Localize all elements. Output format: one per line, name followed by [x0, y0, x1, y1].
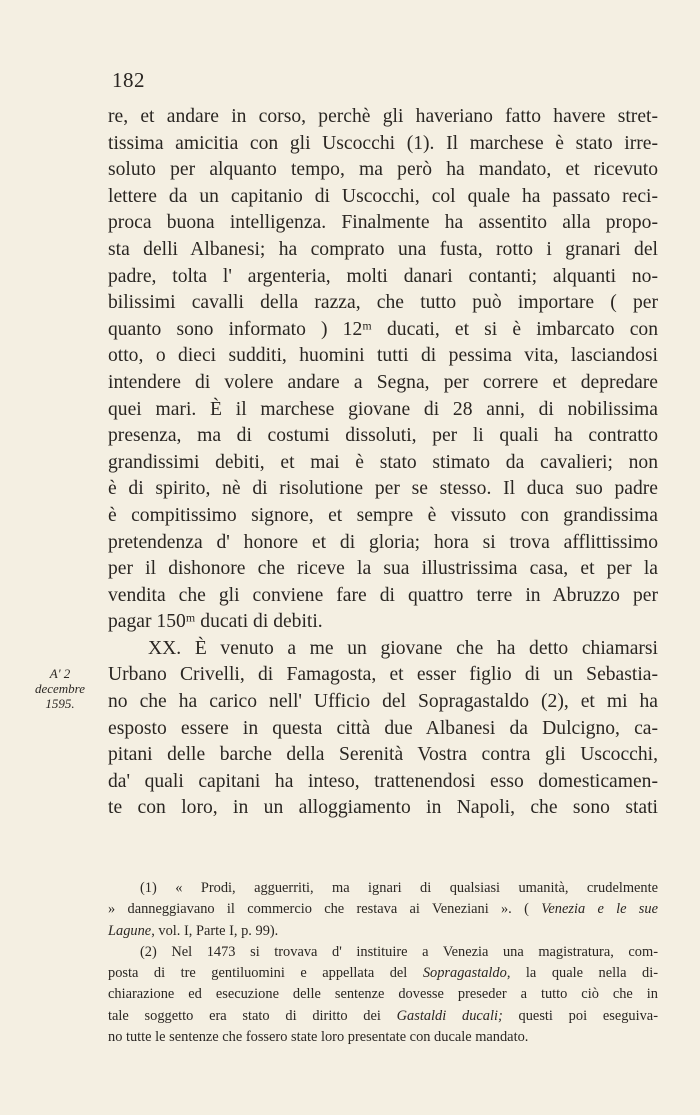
footnote-text: » danneggiavano il commercio che restava ai Veneziani ». ( [108, 901, 529, 918]
footnote-term: Sopragastaldo [422, 965, 507, 982]
main-text [108, 104, 658, 822]
text-line: è compitissimo signore, et sempre è vissuto con grandissima [108, 504, 658, 526]
text-line: da' quali capitani ha inteso, trattenendosi esso domesticamen- [108, 770, 658, 792]
text-line: per il dishonore che riceve la sua illustrissima casa, et per la [108, 558, 658, 580]
footnote-text: , la quale nella di- [506, 965, 658, 982]
footnote-2-line: chiarazione ed esecuzione delle sentenze dovesse preseder a tutto ciò che in [108, 986, 658, 1003]
text-line: sta delli Albanesi; ha comprato una fusta, rotto i granari del [108, 238, 658, 260]
text-line: presenza, ma di costumi dissoluti, per li quali ha contratto [108, 425, 658, 447]
footnote-text: questi poi eseguiva- [502, 1007, 658, 1024]
text-line: padre, tolta l' argenteria, molti danari contanti; alquanti no- [108, 265, 658, 287]
page-number: 182 [112, 68, 145, 92]
margin-note-line: 1595. [45, 696, 75, 711]
footnote-2-line [108, 1006, 658, 1027]
margin-note-line: decembre [34, 681, 86, 696]
text-line: otto, o dieci sudditi, huomini tutti di pessima vita, lasciandosi [108, 345, 658, 367]
text-line: grandissimi debiti, et mai è stato stimato da cavalieri; non [108, 451, 658, 473]
footnote-term: Gastaldi ducali; [396, 1007, 503, 1024]
section-heading-line: XX. È venuto a me un giovane che ha detto chiamarsi [148, 637, 658, 659]
footnote-text: tale soggetto era stato di diritto dei [108, 1007, 381, 1024]
text-line: quei mari. È il marchese giovane di 28 anni, di nobilissima [108, 398, 658, 420]
footnote-1-line: (1) « Prodi, agguerriti, ma ignari di qualsiasi umanità, crudelmente [140, 880, 658, 896]
text-line: Urbano Crivelli, di Famagosta, et esser figlio di un Sebastia- [108, 664, 658, 686]
text-line: bilissimi cavalli della razza, che tutto può importare ( per [108, 292, 658, 314]
text-line: lettere da un capitanio di Uscocchi, col quale ha passato reci- [108, 185, 658, 207]
footnote-citation-title: Venezia e le sue [541, 901, 658, 918]
footnote-text: posta di tre gentiluomini e appellata del [108, 965, 408, 982]
footnote-citation-title: Lagune [108, 922, 152, 939]
footnote-1-line [108, 899, 658, 920]
text-line: pagar 150ᵐ ducati di debiti. [108, 611, 323, 633]
margin-note-line: A' 2 [49, 666, 71, 681]
margin-date-note [20, 666, 100, 711]
text-line: vendita che gli conviene fare di quattro terre in Abruzzo per [108, 584, 658, 606]
text-line: quanto sono informato ) 12ᵐ ducati, et si è imbarcato con [108, 318, 658, 340]
text-line: intendere di volere andare a Segna, per correre et depredare [108, 371, 658, 393]
text-line: te con loro, in un alloggiamento in Napoli, che sono stati [108, 797, 658, 819]
footnote-1-line [108, 921, 658, 942]
text-line: è di spirito, nè di risolutione per se stesso. Il duca suo padre [108, 478, 658, 500]
footnote-2-line: (2) Nel 1473 si trovava d' instituire a Venezia una magistratura, com- [140, 943, 658, 960]
footnote-2-line: no tutte le sentenze che fossero state loro presentate con ducale mandato. [108, 1029, 529, 1046]
text-line: pretendenza d' honore et di gloria; hora si trova afflittissimo [108, 531, 658, 553]
footnote-text: , vol. I, Parte I, p. 99). [151, 922, 279, 939]
text-line: esposto essere in questa città due Albanesi da Dulcigno, ca- [108, 717, 658, 739]
footnotes [108, 878, 658, 1048]
text-line: proca buona intelligenza. Finalmente ha assentito alla propo- [108, 212, 658, 234]
text-line: soluto per alquanto tempo, ma però ha mandato, et ricevuto [108, 159, 658, 181]
footnote-2-line [108, 963, 658, 984]
text-line: no che ha carico nell' Ufficio del Sopragastaldo (2), et mi ha [108, 691, 658, 713]
text-line: tissima amicitia con gli Uscocchi (1). Il marchese è stato irre- [108, 132, 658, 154]
text-line: re, et andare in corso, perchè gli haveriano fatto havere stret- [108, 106, 658, 127]
text-line: pitani delle barche della Serenità Vostra contra gli Uscocchi, [108, 744, 658, 766]
